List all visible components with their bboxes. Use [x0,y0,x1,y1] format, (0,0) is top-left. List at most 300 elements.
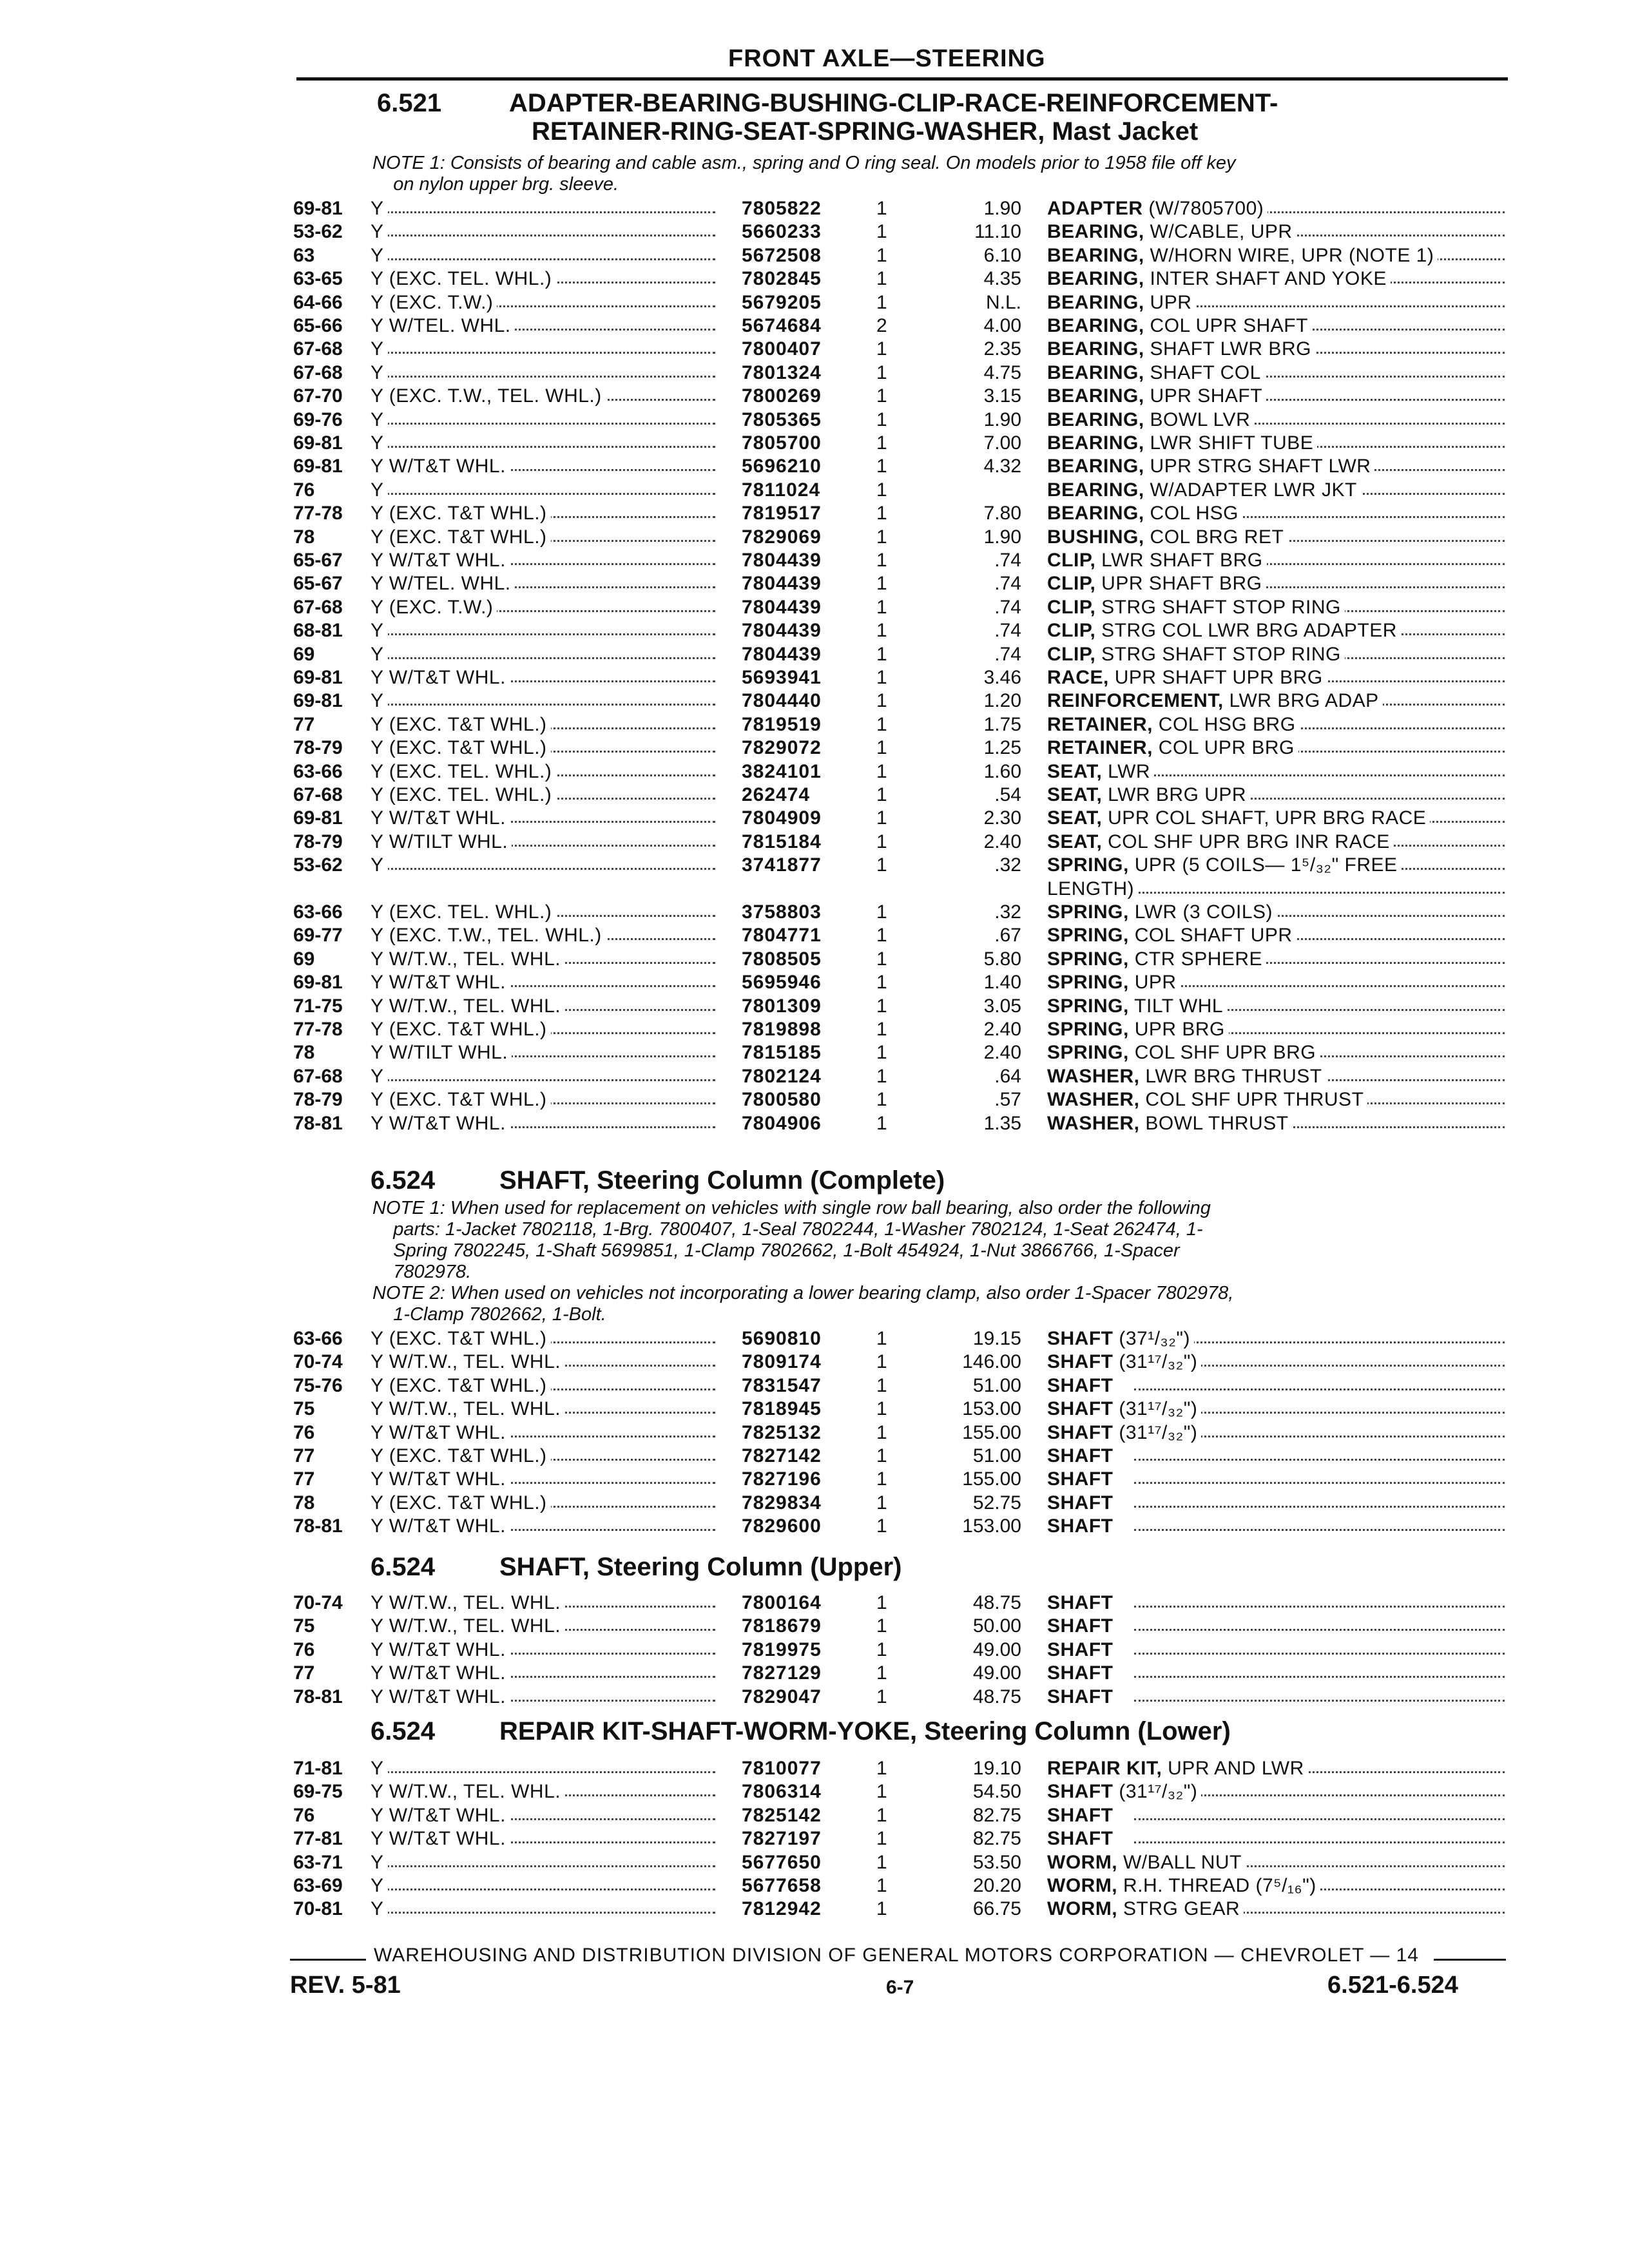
description-keyword: BUSHING, [1047,526,1144,548]
description-keyword: SHAFT [1047,1351,1113,1372]
year-range: 76 [293,1639,315,1660]
part-number: 7802124 [738,1065,822,1088]
description [1047,432,1317,455]
quantity: 1 [876,1805,887,1826]
footer-text: WAREHOUSING AND DISTRIBUTION DIVISION OF GENERAL MOTORS CORPORATION — CHEVROLET — 14 [374,1945,1419,1966]
description-keyword: BEARING, [1047,362,1144,383]
quantity: 1 [876,573,887,594]
description-keyword: CLIP, [1047,550,1096,571]
quantity: 1 [876,1042,887,1063]
leader-dots [387,1771,715,1773]
part-number: 7829072 [738,736,822,760]
description [1047,197,1268,220]
part-number: 3824101 [738,760,822,783]
price: 2.40 [983,1042,1021,1063]
part-row [0,1827,1629,1850]
year-range: 69 [293,948,315,970]
price: .74 [994,550,1021,571]
part-row [0,760,1629,783]
description [1047,1350,1201,1374]
year-range: 77 [293,1662,315,1684]
year-range: 67-68 [293,1066,343,1087]
leader-dots [1134,985,1505,987]
description [1047,596,1345,619]
quantity: 1 [876,1113,887,1134]
quantity: 1 [876,268,887,289]
year-range: 77 [293,714,315,735]
quantity: 1 [876,995,887,1017]
leader-dots [387,493,715,495]
description-detail: SHAFT COL [1150,362,1261,383]
year-range: 77 [293,1445,315,1466]
model-applicability: Y [371,479,388,502]
price: 1.75 [983,714,1021,735]
year-range: 69-81 [293,807,343,829]
year-range: 69-81 [293,690,343,711]
part-row [0,1780,1629,1803]
part-number: 7802845 [738,267,822,291]
description [1047,854,1402,877]
leader-dots [387,235,715,236]
description-keyword: CLIP, [1047,597,1096,618]
footer-rule-right [1434,1959,1506,1961]
part-number: 7804909 [738,807,822,830]
quantity: 1 [876,338,887,360]
description [1047,1018,1229,1041]
description-detail: COL HSG BRG [1158,714,1296,735]
part-row [0,713,1629,736]
description [1047,924,1296,947]
model-applicability: Y [371,197,388,220]
model-applicability: Y W/TEL. WHL. [371,314,515,338]
part-number: 5660233 [738,220,822,244]
part-number: 7829834 [738,1492,822,1515]
year-range: 77-78 [293,1019,343,1040]
price: 6.10 [983,245,1021,266]
leader-dots [1134,1506,1505,1508]
model-applicability: Y (EXC. T&T WHL.) [371,1445,551,1468]
part-number: 7801324 [738,361,822,385]
part-number: 7818945 [738,1398,822,1421]
model-applicability: Y W/T&T WHL. [371,1421,510,1445]
model-applicability: Y (EXC. TEL. WHL.) [371,901,555,924]
leader-dots [1134,1841,1505,1843]
price: 66.75 [972,1898,1021,1919]
part-number: 7827129 [738,1662,822,1685]
part-row [0,338,1629,361]
price: 5.80 [983,948,1021,970]
model-applicability: Y W/T&T WHL. [371,807,510,830]
part-row [0,549,1629,572]
section-note: NOTE 1: Consists of bearing and cable asm., spring and O ring seal. On models prior to 1958 file off key [372,153,1236,173]
model-applicability: Y W/T.W., TEL. WHL. [371,995,564,1018]
model-applicability: Y W/T&T WHL. [371,971,510,994]
year-range: 63-69 [293,1875,343,1896]
description-detail: (31¹⁷/₃₂") [1119,1398,1198,1419]
model-applicability: Y (EXC. T.W., TEL. WHL.) [371,924,606,947]
part-number: 3741877 [738,854,822,877]
description-keyword: BEARING, [1047,432,1144,454]
description-detail: W/BALL NUT [1123,1852,1242,1873]
description [1047,1591,1117,1615]
model-applicability: Y (EXC. T.W., TEL. WHL.) [371,385,606,408]
description [1047,831,1394,854]
part-number: 5693941 [738,666,822,689]
quantity: 1 [876,690,887,711]
year-range: 77 [293,1468,315,1490]
description-detail: CTR SPHERE [1134,948,1263,970]
part-row [0,596,1629,619]
part-number: 7819519 [738,713,822,736]
section-note: NOTE 1: When used for replacement on vehicles with single row ball bearing, also order the following [372,1198,1211,1218]
quantity: 1 [876,714,887,735]
section-number: 6.521 [377,89,442,117]
leader-dots [1134,1700,1505,1702]
part-row [0,220,1629,244]
description-detail: (37¹/₃₂") [1119,1328,1191,1349]
quantity: 1 [876,1328,887,1349]
part-number: 7815185 [738,1041,822,1064]
model-applicability: Y (EXC. T&T WHL.) [371,1088,551,1111]
quantity: 1 [876,479,887,501]
price: 54.50 [972,1781,1021,1802]
description [1047,643,1345,666]
model-applicability: Y W/T&T WHL. [371,1468,510,1491]
quantity: 1 [876,1639,887,1660]
year-range: 69-76 [293,409,343,430]
description-keyword: BEARING, [1047,338,1144,360]
description [1047,619,1401,642]
description-keyword: SPRING, [1047,854,1129,876]
price: 2.35 [983,338,1021,360]
price: 4.00 [983,315,1021,336]
part-row [0,502,1629,525]
description-keyword: RETAINER, [1047,737,1153,758]
part-number: 7819975 [738,1639,822,1662]
part-number: 7815184 [738,831,822,854]
leader-dots [1134,1529,1505,1531]
year-range: 67-68 [293,338,343,360]
description-detail: UPR SHAFT [1150,385,1263,407]
quantity: 1 [876,1492,887,1514]
description-keyword: SHAFT [1047,1468,1113,1490]
price: 2.30 [983,807,1021,829]
price: 4.35 [983,268,1021,289]
description-keyword: WORM, [1047,1852,1118,1873]
year-range: 78-81 [293,1515,343,1537]
description-keyword: SEAT, [1047,784,1103,805]
description [1047,901,1277,924]
description-keyword: SPRING, [1047,972,1129,993]
price: .32 [994,854,1021,876]
description-keyword: SHAFT [1047,1686,1113,1707]
header-rule [296,77,1508,81]
description-keyword: SPRING, [1047,1019,1129,1040]
part-number: 7809174 [738,1350,822,1374]
price: 82.75 [972,1828,1021,1849]
description [1047,878,1138,901]
page-number: 6-7 [886,1977,914,1998]
description [1047,502,1242,525]
model-applicability: Y W/T&T WHL. [371,1515,510,1538]
price: 1.35 [983,1113,1021,1134]
description [1047,948,1266,971]
description [1047,783,1250,807]
description-detail: UPR COL SHAFT, UPR BRG RACE [1108,807,1427,829]
description-keyword: BEARING, [1047,221,1144,242]
model-applicability: Y [371,220,388,244]
part-row [0,244,1629,267]
year-range: 77-78 [293,503,343,524]
model-applicability: Y (EXC. TEL. WHL.) [371,267,555,291]
quantity: 1 [876,292,887,313]
quantity: 1 [876,925,887,946]
part-row [0,736,1629,760]
leader-dots [1134,1459,1505,1461]
description-detail: COL SHAFT UPR [1134,925,1293,946]
quantity: 1 [876,1375,887,1396]
description [1047,1088,1367,1111]
part-row [0,1757,1629,1780]
quantity: 1 [876,526,887,548]
model-applicability: Y W/T&T WHL. [371,1686,510,1709]
description-detail: COL SHF UPR BRG [1134,1042,1316,1063]
quantity: 1 [876,245,887,266]
quantity: 1 [876,456,887,477]
description-keyword: SEAT, [1047,807,1103,829]
year-range: 65-67 [293,573,343,594]
part-row [0,572,1629,595]
part-row [0,854,1629,877]
model-applicability: Y W/T&T WHL. [371,1804,510,1827]
description [1047,1515,1117,1538]
part-row [0,878,1629,901]
description-detail: UPR SHAFT BRG [1101,573,1262,594]
year-range: 70-74 [293,1592,343,1613]
part-row [0,1662,1629,1685]
part-row [0,948,1629,971]
year-range: 67-68 [293,784,343,805]
part-number: 7805700 [738,432,822,455]
part-row [0,995,1629,1018]
quantity: 1 [876,1066,887,1087]
model-applicability: Y W/T.W., TEL. WHL. [371,1615,564,1638]
description-keyword: SEAT, [1047,831,1103,852]
model-applicability: Y (EXC. T&T WHL.) [371,1018,551,1041]
description-keyword: SHAFT [1047,1492,1113,1514]
part-row [0,1327,1629,1350]
leader-dots [387,1079,715,1081]
model-applicability: Y W/T&T WHL. [371,1639,510,1662]
quantity: 1 [876,1828,887,1849]
quantity: 1 [876,1615,887,1637]
description [1047,385,1266,408]
price: .64 [994,1066,1021,1087]
price: 19.10 [972,1758,1021,1779]
part-row [0,1018,1629,1041]
model-applicability: Y W/T.W., TEL. WHL. [371,1591,564,1615]
part-row [0,971,1629,994]
leader-dots [387,211,715,213]
part-number: 5690810 [738,1327,822,1350]
description [1047,291,1195,314]
section-note: 7802978. [372,1262,472,1282]
year-range: 77-81 [293,1828,343,1849]
price: 1.90 [983,526,1021,548]
part-row [0,1065,1629,1088]
leader-dots [387,633,715,635]
description [1047,736,1298,760]
price: 7.00 [983,432,1021,454]
description [1047,1327,1194,1350]
price: 1.90 [983,198,1021,219]
model-applicability: Y (EXC. T&T WHL.) [371,713,551,736]
part-number: 5679205 [738,291,822,314]
description-detail: R.H. THREAD (7⁵/₁₆") [1123,1875,1316,1896]
year-range: 78-79 [293,1089,343,1110]
model-applicability: Y (EXC. T&T WHL.) [371,502,551,525]
part-number: 7804439 [738,619,822,642]
quantity: 1 [876,831,887,852]
price: 1.40 [983,972,1021,993]
model-applicability: Y [371,361,388,385]
price: 7.80 [983,503,1021,524]
part-row [0,1686,1629,1709]
year-range: 71-81 [293,1758,343,1779]
price: .67 [994,925,1021,946]
part-number: 7819517 [738,502,822,525]
description-detail: SHAFT LWR BRG [1150,338,1311,360]
part-row [0,1445,1629,1468]
description-detail: UPR STRG SHAFT LWR [1150,456,1371,477]
leader-dots [387,657,715,659]
description [1047,1615,1117,1638]
quantity: 1 [876,1351,887,1372]
part-row [0,1898,1629,1921]
description-keyword: WASHER, [1047,1089,1140,1110]
price: .32 [994,901,1021,923]
description [1047,1898,1244,1921]
year-range: 76 [293,479,315,501]
model-applicability: Y W/T.W., TEL. WHL. [371,1398,564,1421]
model-applicability: Y [371,1851,388,1874]
part-number: 5696210 [738,455,822,478]
part-row [0,643,1629,666]
price: 2.40 [983,1019,1021,1040]
description [1047,1874,1320,1898]
price: 52.75 [972,1492,1021,1514]
year-range: 78-79 [293,737,343,758]
part-number: 7804439 [738,549,822,572]
year-range: 78 [293,526,315,548]
year-range: 63 [293,245,315,266]
description-keyword: BEARING, [1047,456,1144,477]
price: 1.25 [983,737,1021,758]
part-number: 7829600 [738,1515,822,1538]
year-range: 78-81 [293,1686,343,1707]
price: .74 [994,597,1021,618]
quantity: 1 [876,1422,887,1443]
description-detail: BOWL LVR [1150,409,1251,430]
year-range: 64-66 [293,292,343,313]
description-detail: (31¹⁷/₃₂") [1119,1422,1198,1443]
price: N.L. [985,292,1021,313]
description-detail: W/CABLE, UPR [1150,221,1293,242]
model-applicability: Y [371,1757,388,1780]
price: 51.00 [972,1445,1021,1466]
model-applicability: Y W/T&T WHL. [371,1827,510,1850]
price: 153.00 [962,1398,1021,1419]
price: 153.00 [962,1515,1021,1537]
description [1047,479,1361,502]
section-number: 6.524 [371,1553,436,1581]
description-detail: LWR BRG THRUST [1145,1066,1322,1087]
year-range: 69-77 [293,925,343,946]
model-applicability: Y W/T&T WHL. [371,1112,510,1135]
description-keyword: SHAFT [1047,1422,1113,1443]
quantity: 1 [876,854,887,876]
quantity: 1 [876,385,887,407]
part-row [0,666,1629,689]
description-keyword: SPRING, [1047,925,1129,946]
description-keyword: RETAINER, [1047,714,1153,735]
part-row [0,1804,1629,1827]
quantity: 1 [876,1852,887,1873]
description-keyword: SPRING, [1047,901,1129,923]
model-applicability: Y [371,1874,388,1898]
quantity: 1 [876,644,887,665]
description-detail: STRG SHAFT STOP RING [1101,597,1341,618]
quantity: 1 [876,1781,887,1802]
quantity: 1 [876,1662,887,1684]
model-applicability: Y (EXC. T&T WHL.) [371,736,551,760]
quantity: 1 [876,1468,887,1490]
price: 53.50 [972,1852,1021,1873]
part-row [0,1088,1629,1111]
part-row [0,1615,1629,1638]
part-number: 7805365 [738,408,822,432]
price: 1.20 [983,690,1021,711]
description-keyword: CLIP, [1047,644,1096,665]
model-applicability: Y [371,689,388,713]
quantity: 1 [876,1592,887,1613]
quantity: 1 [876,737,887,758]
part-number: 3758803 [738,901,822,924]
quantity: 1 [876,409,887,430]
quantity: 1 [876,198,887,219]
part-number: 7804771 [738,924,822,947]
part-row [0,783,1629,807]
part-number: 7818679 [738,1615,822,1638]
year-range: 67-68 [293,597,343,618]
description-keyword: ADAPTER [1047,198,1143,219]
part-row [0,479,1629,502]
quantity: 1 [876,1898,887,1919]
part-number: 7804439 [738,596,822,619]
description-detail: (W/7805700) [1148,198,1264,219]
description-keyword: WASHER, [1047,1066,1140,1087]
year-range: 69-75 [293,1781,343,1802]
description-keyword: BEARING, [1047,315,1144,336]
price: 1.60 [983,761,1021,782]
section-title: REPAIR KIT-SHAFT-WORM-YOKE, Steering Column (Lower) [499,1717,1231,1745]
part-row [0,807,1629,830]
quantity: 1 [876,1515,887,1537]
quantity: 1 [876,784,887,805]
description-keyword: SHAFT [1047,1828,1113,1849]
quantity: 1 [876,761,887,782]
part-row [0,197,1629,220]
